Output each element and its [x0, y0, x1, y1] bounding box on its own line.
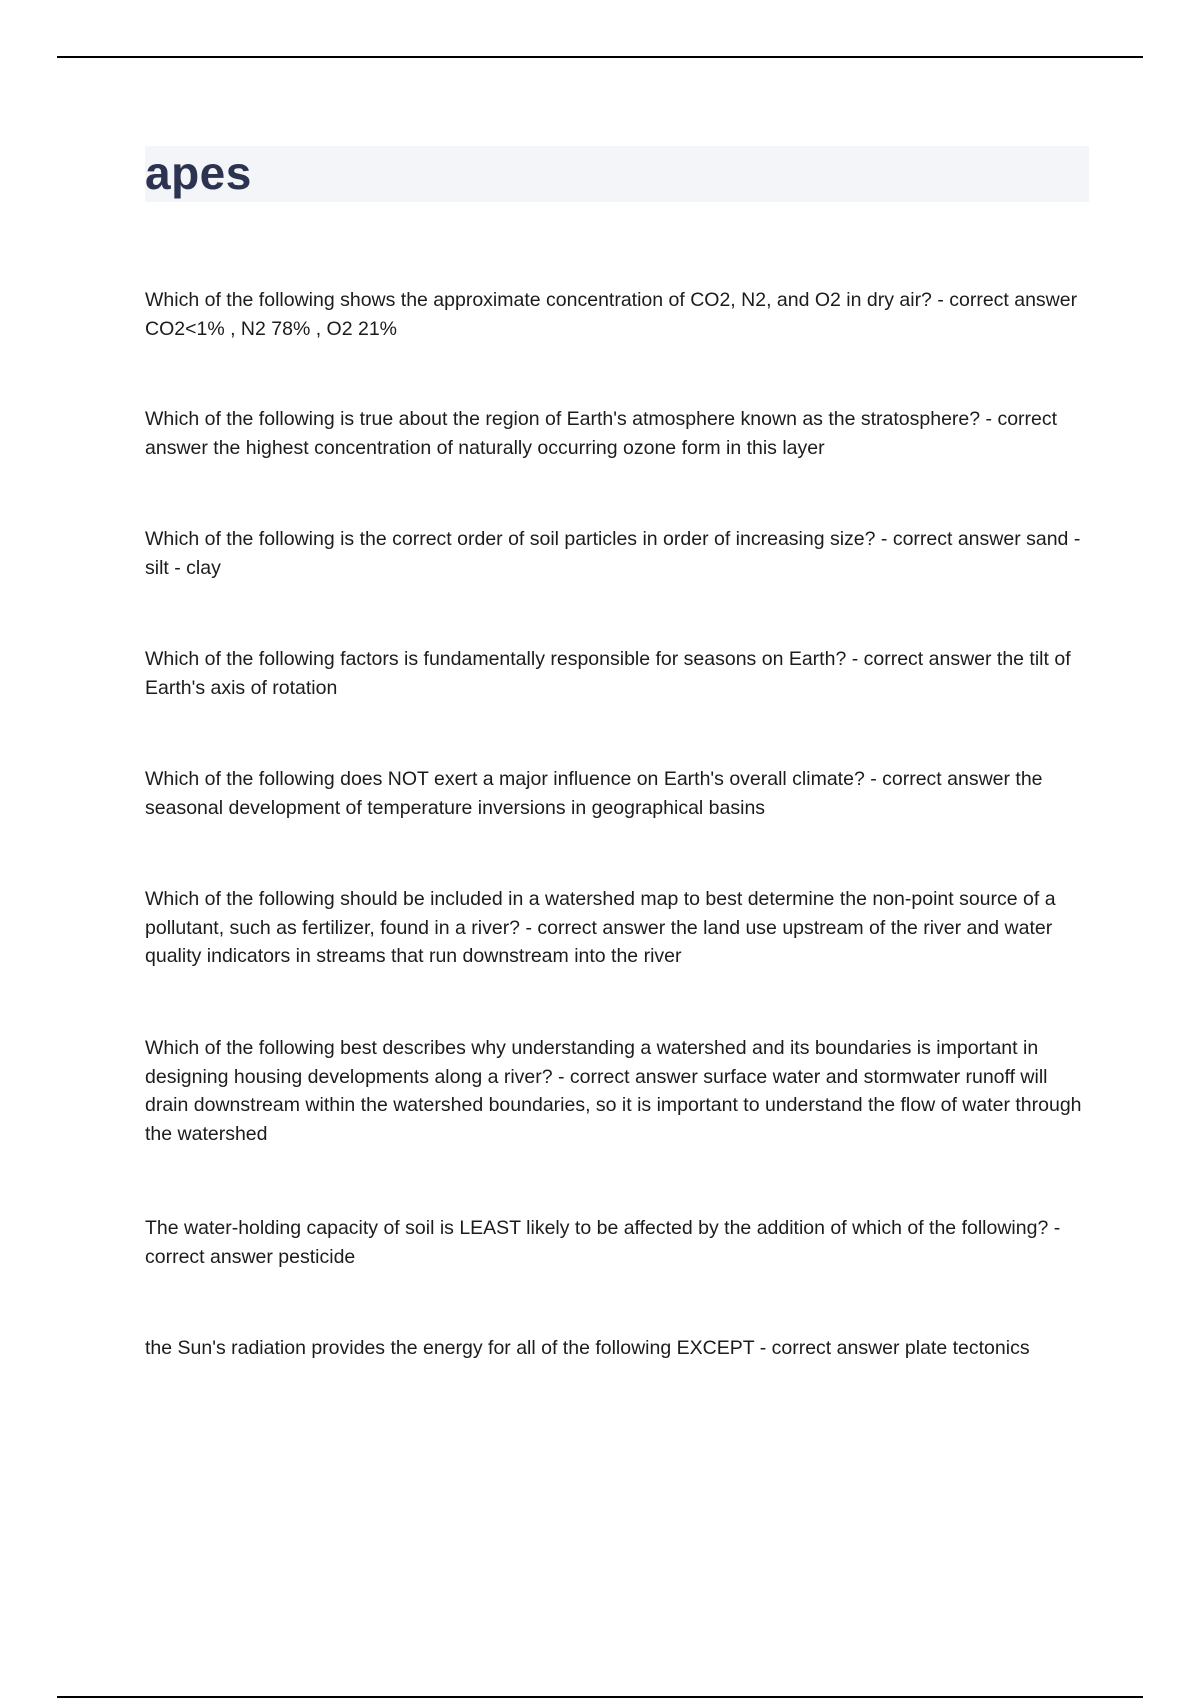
qa-item-5: Which of the following does NOT exert a major influence on Earth's overall climate? - correct answer the seasonal development of temperature inversions in geographical basins — [145, 768, 1043, 819]
qa-item-8: The water-holding capacity of soil is LEAST likely to be affected by the addition of which of the following? - correct answer pesticide — [145, 1217, 1061, 1268]
title-band — [145, 146, 1089, 202]
top-rule — [57, 56, 1143, 58]
qa-item-9: the Sun's radiation provides the energy for all of the following EXCEPT - correct answer plate tectonics — [145, 1337, 1030, 1359]
qa-item-1: Which of the following shows the approximate concentration of CO2, N2, and O2 in dry air? - correct answer CO2<1% , N2 78% , O2 21% — [145, 289, 1078, 340]
bottom-rule — [57, 1696, 1143, 1698]
qa-item-7: Which of the following best describes why understanding a watershed and its boundaries is important in designing housing developments along a river? - correct answer surface water and stormwater runoff will drain downstream within the watershed boundaries, so it is important to understand the flow of water through the watershed — [145, 1037, 1082, 1145]
document-title: apes — [145, 147, 252, 199]
qa-item-6: Which of the following should be included in a watershed map to best determine the non-point source of a pollutant, such as fertilizer, found in a river? - correct answer the land use upstream of the river and water quality indicators in streams that run downstream into the river — [145, 888, 1056, 967]
qa-item-2: Which of the following is true about the region of Earth's atmosphere known as the stratosphere? - correct answer the highest concentration of naturally occurring ozone form in this layer — [145, 408, 1058, 459]
qa-item-4: Which of the following factors is fundamentally responsible for seasons on Earth? - correct answer the tilt of Earth's axis of rotation — [145, 648, 1071, 699]
qa-item-3: Which of the following is the correct order of soil particles in order of increasing size? - correct answer sand - silt - clay — [145, 528, 1081, 579]
